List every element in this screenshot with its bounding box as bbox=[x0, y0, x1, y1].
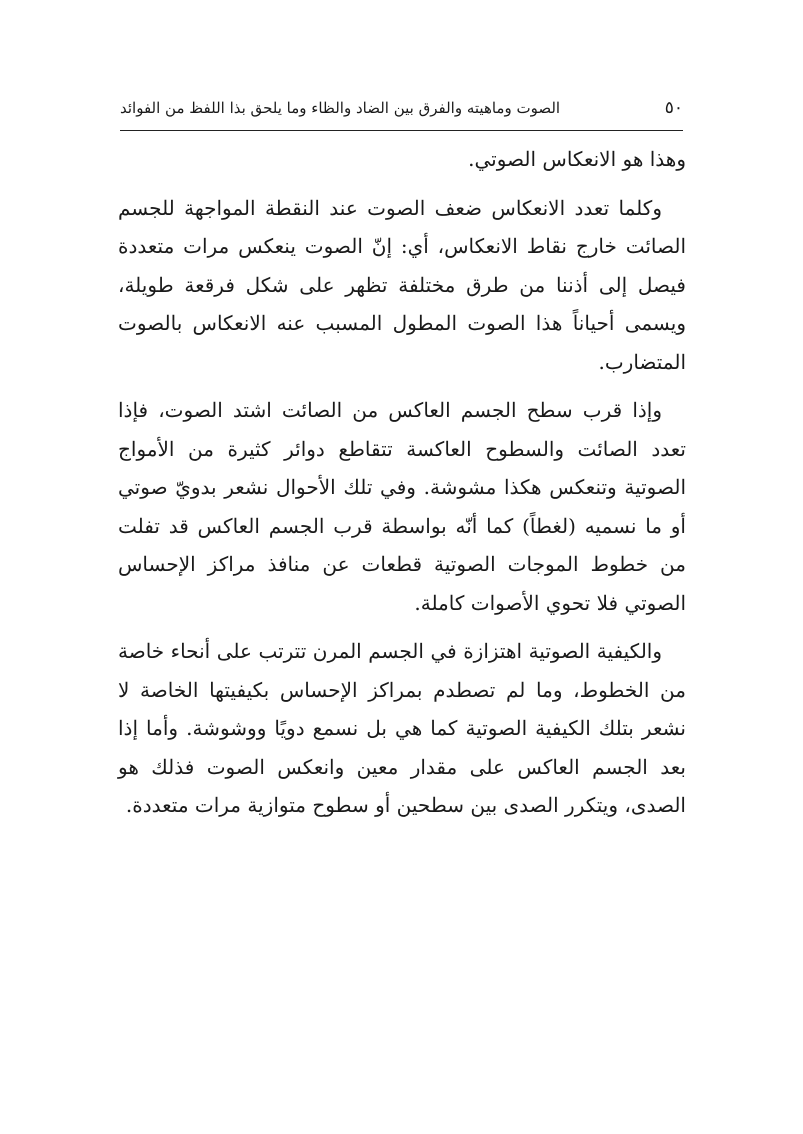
paragraph-4: والكيفية الصوتية اهتزازة في الجسم المرن تترتب على أنحاء خاصة من الخطوط، وما لم تصطدم بمراكز الإحساس بكيفيتها الخاصة لا نشعر بتلك الكيفية الصوتية كما هي بل نسمع دويًا ووشوشة. وأما إذا بعد الجسم العاكس على مقدار معين وانعكس الصوت فذلك هو الصدى، ويتكرر الصدى بين سطحين أو سطوح متوازية مرات متعددة. bbox=[118, 639, 686, 817]
paragraph-2: وكلما تعدد الانعكاس ضعف الصوت عند النقطة المواجهة للجسم الصائت خارج نقاط الانعكاس، أي: إنّ الصوت ينعكس مرات متعددة فيصل إلى أذننا من طرق مختلفة تظهر على شكل فرقعة طويلة، ويسمى أحياناً هذا الصوت المطول المسبب عنه الانعكاس بالصوت المتضارب. bbox=[118, 195, 686, 374]
paragraph-1: وهذا هو الانعكاس الصوتي. bbox=[468, 147, 686, 171]
body-text bbox=[118, 140, 686, 835]
header-divider bbox=[120, 130, 683, 131]
page-number: ٥٠ bbox=[664, 98, 683, 118]
running-title: الصوت وماهيته والفرق بين الضاد والظاء وما يلحق بذا اللفظ من الفوائد bbox=[120, 99, 561, 117]
paragraph-3: وإذا قرب سطح الجسم العاكس من الصائت اشتد الصوت، فإذا تعدد الصائت والسطوح العاكسة تتقاطع دوائر كثيرة من الأمواج الصوتية وتنعكس هكذا مشوشة. وفي تلك الأحوال نشعر بدويّ صوتي أو ما نسميه (لغطاً) كما أنّه بواسطة قرب الجسم العاكس قد تفلت من خطوط الموجات الصوتية قطعات عن منافذ مراكز الإحساس الصوتي فلا تحوي الأصوات كاملة. bbox=[118, 398, 686, 615]
running-header bbox=[120, 98, 683, 126]
